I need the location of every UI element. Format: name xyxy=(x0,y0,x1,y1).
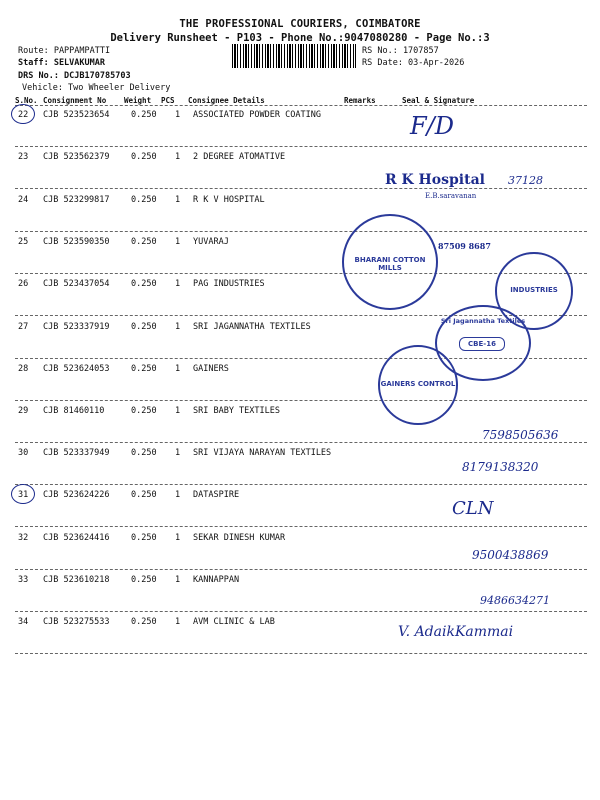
col-consignment: Consignment No xyxy=(43,96,107,105)
signature-row24-number: 37128 xyxy=(508,174,543,187)
row-weight: 0.250 xyxy=(131,490,157,500)
bharani-mills-stamp xyxy=(342,214,438,310)
col-seal-signature: Seal & Signature xyxy=(402,96,475,105)
stamp-label: Sri Jagannatha Textiles xyxy=(440,317,526,325)
gainers-stamp xyxy=(378,345,458,425)
row-pcs: 1 xyxy=(175,533,181,543)
row-consignee: DATASPIRE xyxy=(193,490,240,500)
cbe-badge: CBE-16 xyxy=(459,337,505,351)
rs-number: RS No.: 1707857 xyxy=(362,46,439,56)
row-consignee: ASSOCIATED POWDER COATING xyxy=(193,110,321,120)
hospital-stamp-text: R K Hospital xyxy=(385,172,485,188)
row-pcs: 1 xyxy=(175,448,181,458)
pen-circle-mark xyxy=(11,484,35,504)
row-divider xyxy=(15,188,587,189)
row-consignee: AVM CLINIC & LAB xyxy=(193,617,275,627)
row-consignee: KANNAPPAN xyxy=(193,575,240,585)
row-divider xyxy=(15,442,587,443)
row-divider xyxy=(15,400,587,401)
row-consignee: SEKAR DINESH KUMAR xyxy=(193,533,286,543)
row-pcs: 1 xyxy=(175,322,181,332)
row-weight: 0.250 xyxy=(131,617,157,627)
row-weight: 0.250 xyxy=(131,533,157,543)
row-sno: 29 xyxy=(18,406,29,416)
col-remarks: Remarks xyxy=(344,96,376,105)
row-weight: 0.250 xyxy=(131,110,157,120)
row-sno: 22 xyxy=(18,110,29,120)
row-divider xyxy=(15,611,587,612)
row-consignment: CJB 523299817 xyxy=(43,195,110,205)
row-pcs: 1 xyxy=(175,490,181,500)
col-consignee: Consignee Details xyxy=(188,96,265,105)
row-pcs: 1 xyxy=(175,406,181,416)
row-sno: 28 xyxy=(18,364,29,374)
rs-date: RS Date: 03-Apr-2026 xyxy=(362,58,465,68)
stamp-subtext: E.B.saravanan xyxy=(425,192,477,200)
row-consignee: GAINERS xyxy=(193,364,229,374)
row-consignee: PAG INDUSTRIES xyxy=(193,279,265,289)
row-consignment: CJB 523624053 xyxy=(43,364,110,374)
row-consignee: SRI BABY TEXTILES xyxy=(193,406,280,416)
row-sno: 33 xyxy=(18,575,29,585)
row-divider xyxy=(15,526,587,527)
row-divider xyxy=(15,231,587,232)
row-sno: 25 xyxy=(18,237,29,247)
row-consignee: R K V HOSPITAL xyxy=(193,195,265,205)
row-pcs: 1 xyxy=(175,617,181,627)
row-sno: 34 xyxy=(18,617,29,627)
row-consignment: CJB 523624416 xyxy=(43,533,110,543)
pen-circle-mark xyxy=(11,104,35,124)
route-label: Route: PAPPAMPATTI xyxy=(18,46,111,56)
row-consignment: CJB 523624226 xyxy=(43,490,110,500)
row-consignment: CJB 523523654 xyxy=(43,110,110,120)
barcode xyxy=(232,44,356,68)
row-weight: 0.250 xyxy=(131,237,157,247)
row-weight: 0.250 xyxy=(131,279,157,289)
row-weight: 0.250 xyxy=(131,322,157,332)
row-pcs: 1 xyxy=(175,279,181,289)
row-pcs: 1 xyxy=(175,152,181,162)
stamp-phone: 87509 8687 xyxy=(438,241,491,251)
row-pcs: 1 xyxy=(175,364,181,374)
runsheet-title: Delivery Runsheet - P103 - Phone No.:9047080280 - Page No.:3 xyxy=(110,32,490,44)
row-consignment: CJB 523337949 xyxy=(43,448,110,458)
stamp-label: GAINERS CONTROL xyxy=(380,380,456,388)
row-sno: 24 xyxy=(18,195,29,205)
row-pcs: 1 xyxy=(175,237,181,247)
row-weight: 0.250 xyxy=(131,195,157,205)
row-consignment: CJB 523562379 xyxy=(43,152,110,162)
row-sno: 31 xyxy=(18,490,29,500)
row-weight: 0.250 xyxy=(131,448,157,458)
col-weight: Weight xyxy=(124,96,152,105)
company-title: THE PROFESSIONAL COURIERS, COIMBATORE xyxy=(179,18,421,30)
row-consignee: SRI VIJAYA NARAYAN TEXTILES xyxy=(193,448,332,458)
signature-row33-phone: 9486634271 xyxy=(480,594,550,607)
row-consignment: CJB 523275533 xyxy=(43,617,110,627)
row-consignee: SRI JAGANNATHA TEXTILES xyxy=(193,322,311,332)
row-consignee: 2 DEGREE ATOMATIVE xyxy=(193,152,286,162)
row-consignment: CJB 523437054 xyxy=(43,279,110,289)
row-divider xyxy=(15,653,587,654)
row-pcs: 1 xyxy=(175,110,181,120)
signature-row34-name: V. AdaikKammai xyxy=(398,624,514,640)
stamp-label: BHARANI COTTON MILLS xyxy=(354,256,426,272)
staff-label: Staff: SELVAKUMAR xyxy=(18,58,105,68)
row-pcs: 1 xyxy=(175,575,181,585)
row-consignee: YUVARAJ xyxy=(193,237,229,247)
row-divider xyxy=(15,484,587,485)
signature-row31: CLN xyxy=(452,498,494,519)
row-weight: 0.250 xyxy=(131,406,157,416)
signature-row32-phone: 9500438869 xyxy=(472,548,549,562)
row-sno: 32 xyxy=(18,533,29,543)
row-consignment: CJB 523590350 xyxy=(43,237,110,247)
header-divider xyxy=(15,105,587,106)
row-sno: 26 xyxy=(18,279,29,289)
signature-row29-phone: 7598505636 xyxy=(482,428,559,442)
row-sno: 23 xyxy=(18,152,29,162)
row-weight: 0.250 xyxy=(131,364,157,374)
row-weight: 0.250 xyxy=(131,575,157,585)
col-sno: S.No. xyxy=(15,96,38,105)
signature-row30-phone: 8179138320 xyxy=(462,460,539,474)
row-consignment: CJB 81460110 xyxy=(43,406,105,416)
stamp-label: INDUSTRIES xyxy=(510,286,558,294)
row-divider xyxy=(15,569,587,570)
row-pcs: 1 xyxy=(175,195,181,205)
vehicle-label: Vehicle: Two Wheeler Delivery xyxy=(22,83,171,93)
row-consignment: CJB 523610218 xyxy=(43,575,110,585)
row-divider xyxy=(15,146,587,147)
drs-number: DRS No.: DCJB170785703 xyxy=(18,71,131,81)
row-consignment: CJB 523337919 xyxy=(43,322,110,332)
row-sno: 27 xyxy=(18,322,29,332)
row-sno: 30 xyxy=(18,448,29,458)
row-weight: 0.250 xyxy=(131,152,157,162)
signature-row22: F/D xyxy=(410,112,454,140)
col-pcs: PCS xyxy=(161,96,175,105)
